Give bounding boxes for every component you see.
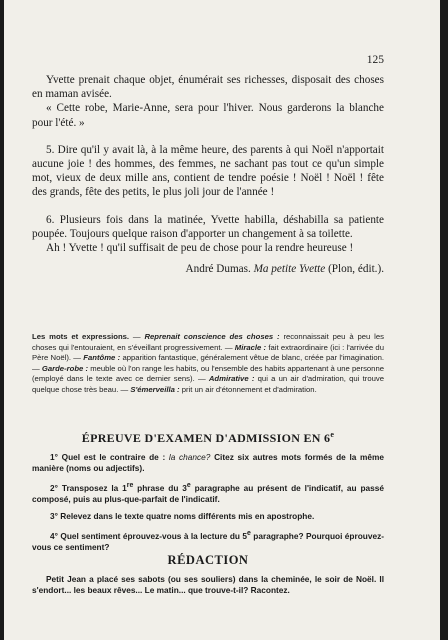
source-attribution xyxy=(32,262,384,276)
paragraph-4: Yvette prenait chaque objet, énumérait ses richesses, disposait des choses en maman avisée. xyxy=(32,74,384,101)
work-title: Ma petite Yvette xyxy=(253,263,326,276)
book-page xyxy=(4,0,440,640)
vocabulary-notes: Les mots et expressions. — Reprenait conscience des choses : reconnaissait peu à peu les choses qui l'entouraient, en s'éveillant progressivement. — Miracle : fait extraordinaire (ici : l'arrivée du Père Noël). — Fantôme : apparition fantastique, généralement vêtue de blanc, créée par l'imagination. — Garde-robe : meuble où l'on range les habits, ou l'ensemble des habits appartenant à une personne (employé dans le texte avec ce dernier sens). — Admirative : qui a un air d'admiration, qui trouve quelque chose très beau. — S'émerveilla : prit un air d'étonnement et d'admiration. xyxy=(32,332,385,394)
redaction-prompt: Petit Jean a placé ses sabots (ou ses souliers) dans la cheminée, le soir de Noël. Il s'endort... les beaux rêves... Le matin... que trouve-t-il? Racontez. xyxy=(32,574,384,595)
redaction-heading: RÉDACTION xyxy=(167,553,249,567)
vocab-term: Reprenait conscience des choses : xyxy=(144,332,280,341)
vocab-definition: reconnaissait peu à peu les choses qui l'entouraient, en s'éveillant progressivement. xyxy=(32,332,384,352)
question-4: 4° Quel sentiment éprouvez-vous à la lecture du 5e paragraphe? Pourquoi éprouvez-vous ce sentiment? xyxy=(32,529,384,552)
question-2: 2° Transposez la 1re phrase du 3e paragraphe au présent de l'indicatif, au passé composé, puis au plus-que-parfait de l'indicatif. xyxy=(32,482,384,504)
paragraph-6-exclamation: Ah ! Yvette ! qu'il suffisait de peu de chose pour la rendre heureuse ! xyxy=(46,242,354,255)
vocab-term: Miracle : xyxy=(234,342,267,352)
main-text xyxy=(32,73,384,276)
publisher: (Plon, édit.). xyxy=(328,263,384,276)
vocab-definition: fait extraordinaire (ici : l'arrivée du Père Noël). xyxy=(32,342,384,363)
vocab-definition: apparition fantastique, généralement vêtue de blanc, créée par l'imagination. xyxy=(122,353,385,363)
vocab-definition: qui a un air d'admiration, qui trouve quelque chose très beau. xyxy=(32,374,385,394)
paragraph-6: 6. Plusieurs fois dans la matinée, Yvette habilla, déshabilla sa patiente poupée. Toujours quelque raison d'apporter un changement à sa toilette. xyxy=(32,213,384,240)
vocab-term: S'émerveilla : xyxy=(130,384,180,394)
vocab-term: Admirative : xyxy=(208,374,255,384)
vocab-definition: meuble où l'on range les habits, ou l'ensemble des habits appartenant à une personne (employé dans le texte avec ce dernier sens). xyxy=(32,363,385,384)
vocab-term: Garde-robe : xyxy=(41,363,89,373)
question-3: 3° Relevez dans le texte quatre noms différents mis en apostrophe. xyxy=(50,510,315,521)
page-number: 125 xyxy=(366,54,384,66)
paragraph-4-quote: « Cette robe, Marie-Anne, sera pour l'hiver. Nous garderons la blanche pour l'été. » xyxy=(32,102,384,129)
paragraph-5: 5. Dire qu'il y avait là, à la même heure, des parents à qui Noël n'apportait aucune joie ! des hommes, des femmes, ne sachant pas tout ce qu'un simple mot, vieux de deux mille ans, contient de tendre poésie ! Noël ! Noël ! fête des grands, fête des petits, le plus joli jour de l'année ! xyxy=(32,143,384,199)
vocab-definition: prit un air d'étonnement et d'admiration. xyxy=(181,384,317,394)
question-1: 1° Quel est le contraire de : la chance? Citez six autres mots formés de la même manière (noms ou adjectifs). xyxy=(32,452,385,473)
exam-questions xyxy=(32,452,384,559)
vocab-term: Fantôme : xyxy=(83,353,121,363)
author-name: André Dumas. xyxy=(185,263,251,276)
vocab-heading: Les mots et expressions. xyxy=(32,332,130,341)
exam-heading: ÉPREUVE D'EXAMEN D'ADMISSION EN 6e xyxy=(81,430,335,445)
